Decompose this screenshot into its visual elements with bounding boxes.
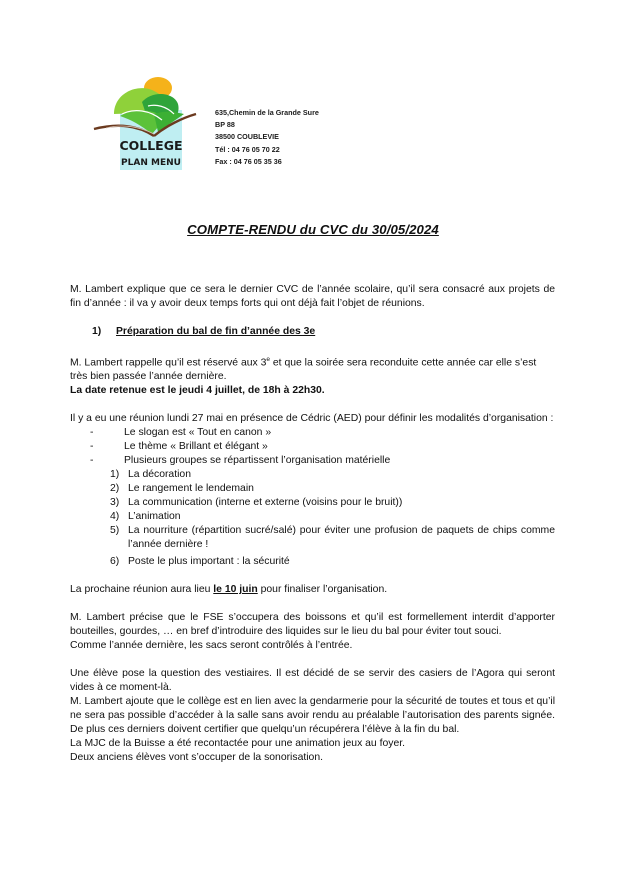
address-city: 38500 COUBLEVIE <box>215 132 279 142</box>
document-body <box>70 283 555 765</box>
reserve-text-start: M. Lambert rappelle qu’il est réservé aux 3 <box>70 357 267 369</box>
section-heading <box>70 325 555 339</box>
list-item: - Le slogan est « Tout en canon » <box>90 427 272 439</box>
fse-paragraph: M. Lambert précise que le FSE s’occupera des boissons et qu’il est formellement interdit d’apporter bouteilles, gourdes, … en bref d’introduire des liquides sur le lieu du bal pour éviter tout souci. <box>70 612 555 638</box>
college-plan-menu-logo-icon <box>92 74 202 170</box>
mjc-paragraph: La MJC de la Buisse a été recontactée pour une animation jeux au foyer. <box>70 738 406 750</box>
address-street: 635,Chemin de la Grande Sure <box>215 108 319 117</box>
school-address <box>215 107 319 168</box>
intro-paragraph: M. Lambert explique que ce sera le dernier CVC de l’année scolaire, qu’il sera consacré aux projets de fin d’année : il va y avoir deux temps forts qui ont déjà fait l’objet de réunions. <box>70 284 555 309</box>
college-logo <box>92 74 202 170</box>
list-item: - Le thème « Brillant et élégant » <box>90 441 268 453</box>
superscript-e: e <box>266 356 270 363</box>
list-item: - Plusieurs groupes se répartissent l’organisation matérielle <box>90 455 391 467</box>
reserve-text-end: et que la soirée sera reconduite cette année car elle s’est très bien passée l’année dernière. <box>70 357 537 383</box>
list-item: 2) Le rangement le lendemain <box>110 483 254 495</box>
date-retained: La date retenue est le jeudi 4 juillet, de 18h à 22h30. <box>70 385 325 397</box>
section-number: 1) <box>92 326 102 337</box>
groups-list <box>70 468 555 569</box>
gendarmerie-paragraph: M. Lambert ajoute que le collège est en lien avec la gendarmerie pour la sécurité de toutes et tous et qu’il ne sera pas possible d’accéder à la salle sans avoir rendu au préalable l’autorisation des parents signée. De plus ces derniers doivent certifier que quelqu’un récupérera l’élève à la fin du bal. <box>70 696 555 736</box>
address-bp: BP 88 <box>215 120 235 130</box>
list-item: 1) La décoration <box>110 469 191 481</box>
address-tel: Tél : 04 76 05 70 22 <box>215 144 280 154</box>
next-meeting-paragraph: La prochaine réunion aura lieu le 10 juin pour finaliser l’organisation. <box>70 584 388 596</box>
list-item: 5) La nourriture (répartition sucré/salé) pour éviter une profusion de paquets de chips comme l’année dernière ! <box>110 525 555 551</box>
organisation-list <box>70 426 555 468</box>
section-title: Préparation du bal de fin d’année des 3e <box>116 326 316 337</box>
list-item: 3) La communication (interne et externe (voisins pour le bruit)) <box>110 497 403 509</box>
logo-text-plan-menu: PLAN MENU <box>121 158 181 168</box>
bags-paragraph: Comme l’année dernière, les sacs seront contrôlés à l’entrée. <box>70 640 353 652</box>
sono-paragraph: Deux anciens élèves vont s’occuper de la sonorisation. <box>70 752 323 764</box>
logo-text-college: COLLEGE <box>119 138 183 153</box>
address-fax: Fax : 04 76 05 35 36 <box>215 156 282 166</box>
vestiaires-paragraph: Une élève pose la question des vestiaires. Il est décidé de se servir des casiers de l’Agora qui seront vides à ce moment-là. <box>70 668 555 694</box>
document-title: COMPTE-RENDU du CVC du 30/05/2024 <box>187 222 439 237</box>
meeting-paragraph: Il y a eu une réunion lundi 27 mai en présence de Cédric (AED) pour définir les modalités d’organisation : <box>70 413 554 425</box>
next-meeting-date: le 10 juin <box>213 584 258 596</box>
list-item: 4) L’animation <box>110 511 181 523</box>
reserve-paragraph <box>70 353 555 384</box>
list-item: 6) Poste le plus important : la sécurité <box>110 556 290 568</box>
